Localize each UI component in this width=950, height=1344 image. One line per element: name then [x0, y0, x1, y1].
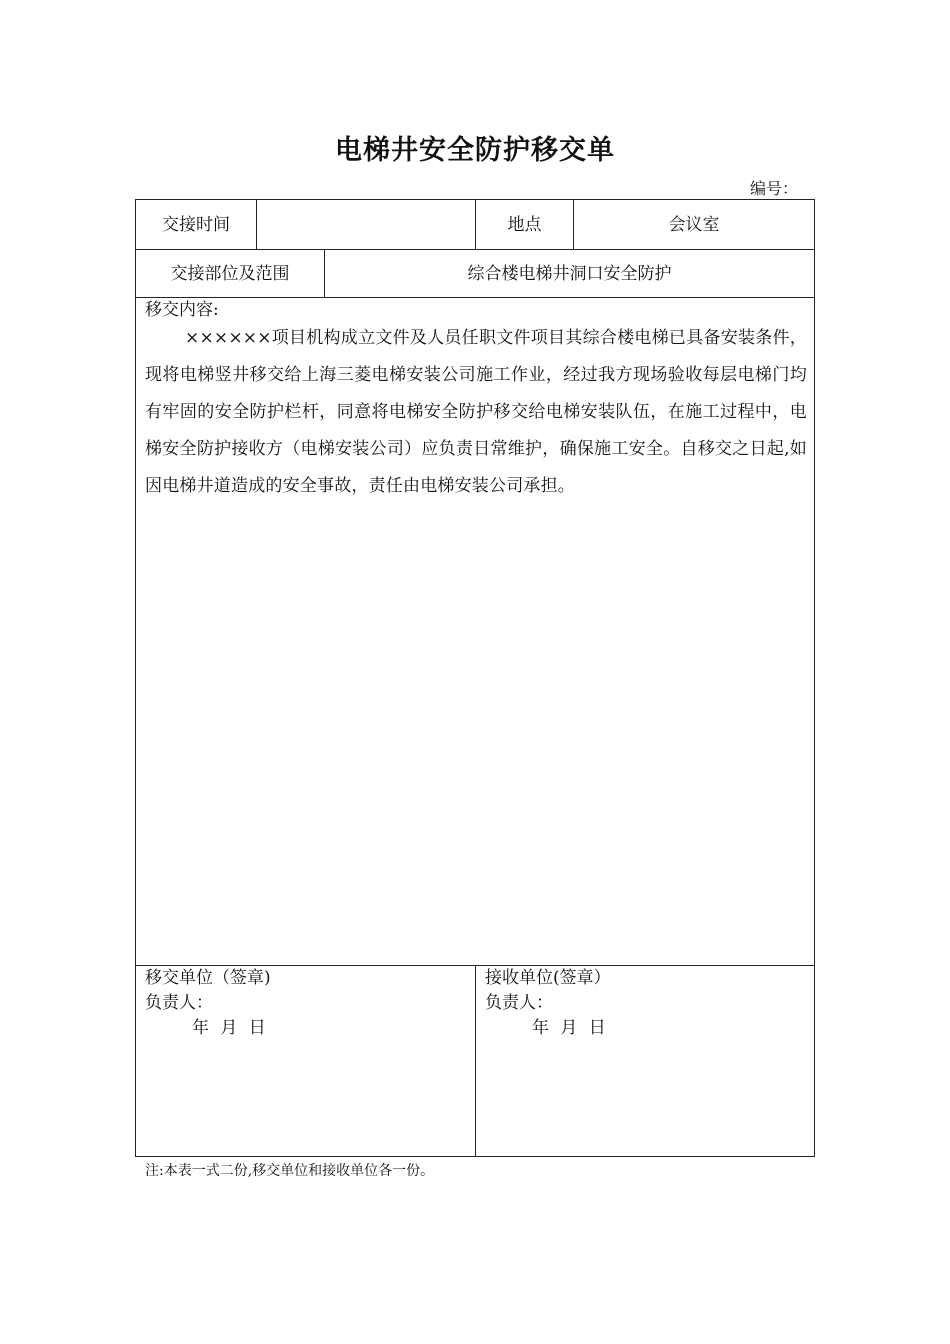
footer-note: 注:本表一式二份,移交单位和接收单位各一份。: [145, 1163, 435, 1179]
handover-unit-label: 移交单位（签章): [145, 968, 271, 988]
handover-signature-block: [145, 966, 271, 1041]
receiver-unit-label: 接收单位(签章）: [485, 968, 611, 988]
row-divider-2: [135, 297, 815, 298]
location-label: 地点: [507, 215, 542, 235]
receiver-signature-block: [485, 966, 611, 1041]
handover-time-label: 交接时间: [162, 215, 230, 235]
scope-value: 综合楼电梯井洞口安全防护: [467, 264, 672, 284]
page-title: 电梯井安全防护移交单: [335, 135, 615, 166]
location-value: 会议室: [668, 215, 720, 235]
handover-date-label: 年 月 日: [192, 1018, 266, 1038]
row-divider-1: [135, 249, 815, 250]
handover-content-text: ××××××项目机构成立文件及人员任职文件项目其综合楼电梯已具备安装条件，现将电梯竖井移交给上海三菱电梯安装公司施工作业，经过我方现场验收每层电梯门均有牢固的安全防护栏杆，同意将电梯安全防护移交给电梯安装队伍，在施工过程中，电梯安全防护接收方（电梯安装公司）应负责日常维护，确保施工安全。自移交之日起,如因电梯井道造成的安全事故，责任由电梯安装公司承担。: [145, 328, 807, 496]
scope-label: 交接部位及范围: [170, 264, 290, 284]
receiver-person-label: 负责人：: [485, 993, 553, 1013]
receiver-date-label: 年 月 日: [532, 1018, 606, 1038]
document-number-label: 编号：: [749, 179, 798, 198]
col-divider-signatures: [475, 965, 476, 1157]
handover-content-label: 移交内容:: [145, 300, 219, 320]
handover-person-label: 负责人：: [145, 993, 213, 1013]
col-divider-time-label: [256, 199, 257, 249]
